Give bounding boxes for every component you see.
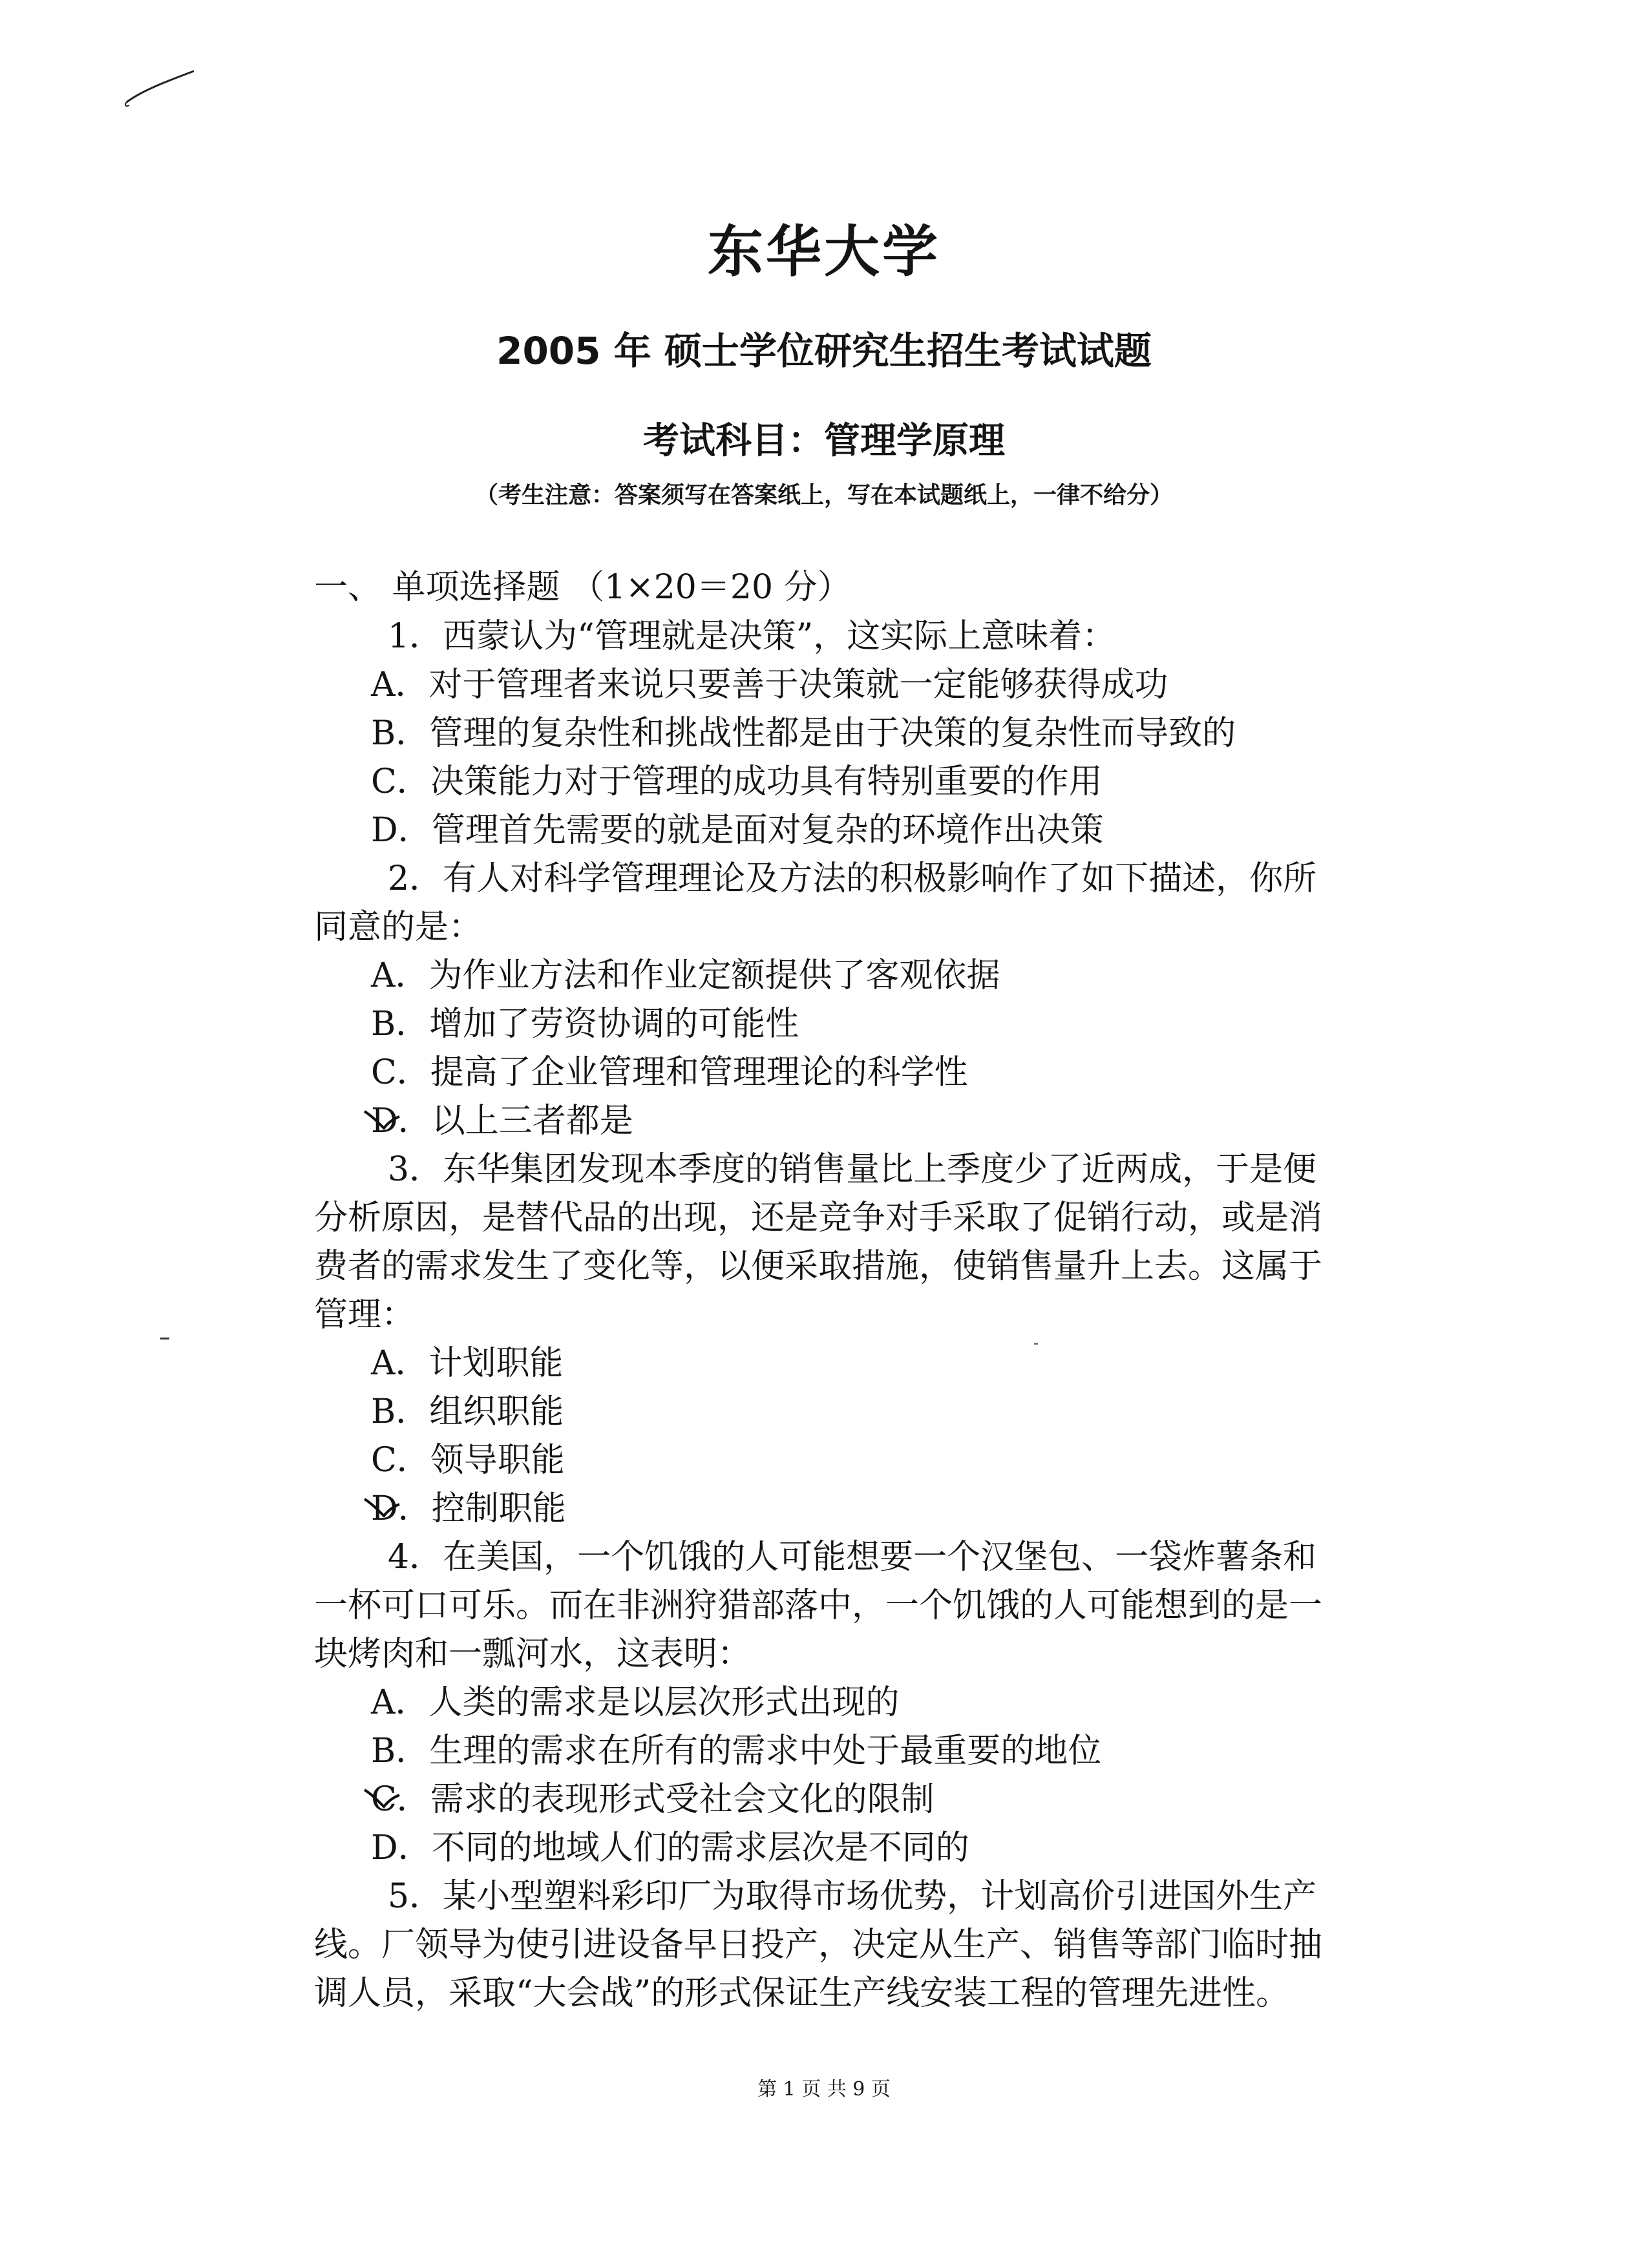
question-3-option-a: A．计划职能 bbox=[371, 1344, 564, 1383]
question-2-option-d: D．以上三者都是 bbox=[371, 1102, 633, 1140]
scan-speck bbox=[160, 1338, 169, 1339]
question-1-option-c: C．决策能力对于管理的成功具有特别重要的作用 bbox=[371, 762, 1103, 801]
exam-notice: （考生注意：答案须写在答案纸上，写在本试题纸上，一律不给分） bbox=[474, 482, 1173, 509]
answer-check-mark-q3 bbox=[362, 1494, 401, 1520]
question-2-stem-line1: 2．有人对科学管理理论及方法的积极影响作了如下描述，你所 bbox=[388, 859, 1317, 898]
question-4-option-a: A．人类的需求是以层次形式出现的 bbox=[371, 1683, 900, 1722]
question-5-stem-line2: 线。厂领导为使引进设备早日投产，决定从生产、销售等部门临时抽 bbox=[314, 1926, 1323, 1964]
question-2-option-b: B．增加了劳资协调的可能性 bbox=[371, 1005, 799, 1044]
question-3-option-c: C．领导职能 bbox=[371, 1441, 565, 1480]
question-3-stem-line1: 3．东华集团发现本季度的销售量比上季度少了近两成，于是便 bbox=[388, 1150, 1317, 1189]
section-heading: 一、 单项选择题 （1×20＝20 分） bbox=[314, 568, 851, 607]
question-1-option-b: B．管理的复杂性和挑战性都是由于决策的复杂性而导致的 bbox=[371, 714, 1236, 753]
exam-subject: 考试科目：管理学原理 bbox=[643, 420, 1005, 462]
question-3-stem-line4: 管理： bbox=[314, 1296, 416, 1334]
question-5-stem-line1: 5．某小型塑料彩印厂为取得市场优势，计划高价引进国外生产 bbox=[388, 1877, 1317, 1916]
question-4-stem-line1: 4．在美国，一个饥饿的人可能想要一个汉堡包、一袋炸薯条和 bbox=[388, 1538, 1317, 1577]
question-3-option-b: B．组织职能 bbox=[371, 1392, 564, 1431]
answer-check-mark-q2 bbox=[362, 1106, 401, 1132]
question-1-option-d: D．管理首先需要的就是面对复杂的环境作出决策 bbox=[371, 811, 1104, 850]
exam-title: 2005 年 硕士学位研究生招生考试试题 bbox=[496, 329, 1152, 373]
question-2-option-a: A．为作业方法和作业定额提供了客观依据 bbox=[371, 956, 1000, 995]
page-footer: 第 1 页 共 9 页 bbox=[757, 2078, 891, 2101]
scan-speck bbox=[1034, 1343, 1038, 1345]
question-4-stem-line2: 一杯可口可乐。而在非洲狩猎部落中，一个饥饿的人可能想到的是一 bbox=[314, 1586, 1323, 1625]
question-1-stem: 1．西蒙认为“管理就是决策”，这实际上意味着： bbox=[388, 617, 1116, 656]
question-2-option-c: C．提高了企业管理和管理理论的科学性 bbox=[371, 1053, 968, 1092]
question-3-stem-line2: 分析原因，是替代品的出现，还是竞争对手采取了促销行动，或是消 bbox=[314, 1199, 1323, 1237]
question-4-option-d: D．不同的地域人们的需求层次是不同的 bbox=[371, 1829, 969, 1867]
question-2-stem-line2: 同意的是： bbox=[314, 908, 483, 947]
university-title: 东华大学 bbox=[708, 220, 940, 284]
question-3-stem-line3: 费者的需求发生了变化等，以便采取措施，使销售量升上去。这属于 bbox=[314, 1247, 1323, 1286]
question-1-option-a: A．对于管理者来说只要善于决策就一定能够获得成功 bbox=[371, 666, 1168, 704]
question-4-option-c: C．需求的表现形式受社会文化的限制 bbox=[371, 1780, 935, 1819]
question-4-stem-line3: 块烤肉和一瓢河水，这表明： bbox=[314, 1635, 752, 1674]
question-4-option-b: B．生理的需求在所有的需求中处于最重要的地位 bbox=[371, 1732, 1102, 1770]
question-5-stem-line3: 调人员，采取“大会战”的形式保证生产线安装工程的管理先进性。 bbox=[314, 1974, 1290, 2013]
answer-check-mark-q4 bbox=[362, 1785, 401, 1811]
question-3-option-d: D．控制职能 bbox=[371, 1489, 566, 1528]
